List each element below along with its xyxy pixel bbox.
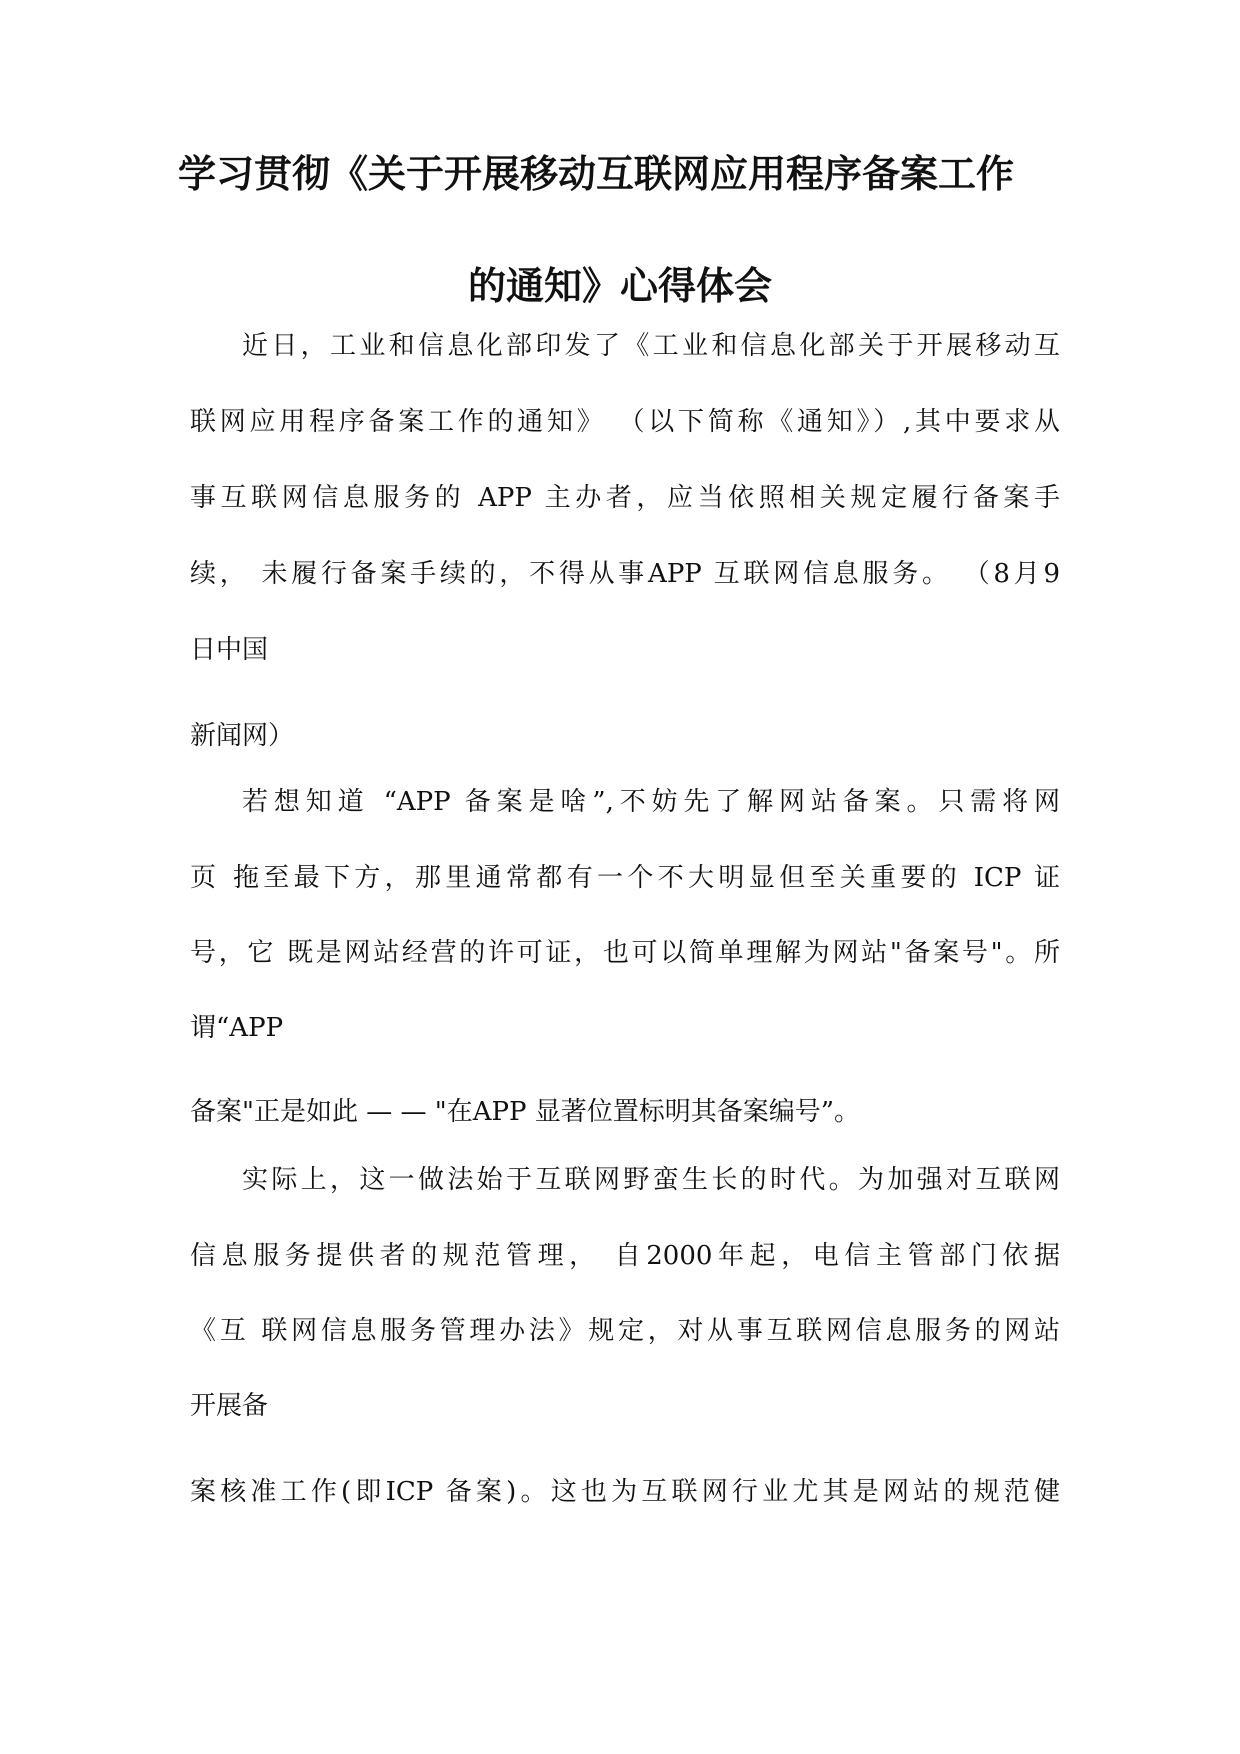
paragraph-line: 开展备 [190,1391,269,1421]
document-title-line-1: 学习贯彻《关于开展移动互联网应用程序备案工作 [177,152,1014,196]
paragraph-line: 日中国 [190,635,269,665]
paragraph-line: 近日，工业和信息化部印发了《工业和信息化部关于开展移动互 [242,331,1060,361]
paragraph-line: 谓“APP [190,1013,284,1043]
paragraph-line: 若想知道 “APP 备案是啥”,不妨先了解网站备案。只需将网 [242,787,1060,817]
document-title-line-2: 的通知》心得体会 [467,264,772,308]
paragraph-line: 《互 联网信息服务管理办法》规定，对从事互联网信息服务的网站 [190,1316,1060,1346]
paragraph-line: 信息服务提供者的规范管理， 自2000年起，电信主管部门依据 [190,1241,1060,1271]
paragraph-line: 实际上，这一做法始于互联网野蛮生长的时代。为加强对互联网 [242,1165,1060,1195]
paragraph-line: 事互联网信息服务的 APP 主办者，应当依照相关规定履行备案手 [190,483,1060,513]
paragraph-line: 备案"正是如此 — — "在APP 显著位置标明其备案编号”。 [190,1097,861,1127]
paragraph-line: 页 拖至最下方，那里通常都有一个不大明显但至关重要的 ICP 证 [190,863,1060,893]
paragraph-line: 续， 未履行备案手续的，不得从事APP 互联网信息服务。 （8月9 [190,559,1060,589]
paragraph-line: 号，它 既是网站经营的许可证，也可以简单理解为网站"备案号"。所 [190,938,1060,968]
paragraph-line: 联网应用程序备案工作的通知》 （以下简称《通知》）,其中要求从 [190,407,1060,437]
paragraph-line: 案核准工作(即ICP 备案)。这也为互联网行业尤其是网站的规范健 [190,1477,1060,1507]
paragraph-line: 新闻网） [190,721,295,751]
